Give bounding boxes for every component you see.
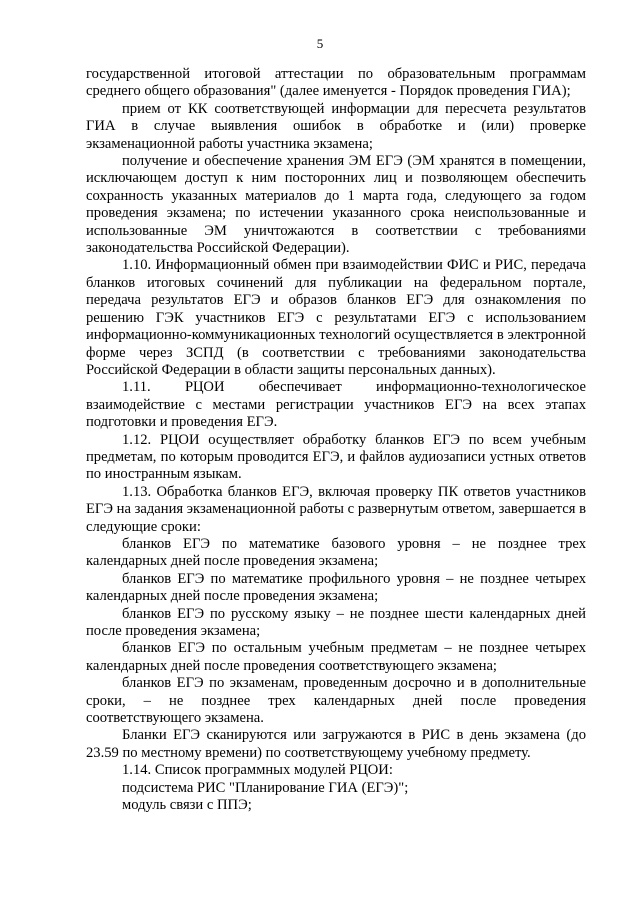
list-item-math-basic: бланков ЕГЭ по математике базового уровня – не позднее трех календарных дней после проведения экзамена; bbox=[86, 535, 586, 570]
paragraph-1-13: 1.13. Обработка бланков ЕГЭ, включая проверку ПК ответов участников ЕГЭ на задания экзаменационной работы с развернутым ответом, завершается в следующие сроки: bbox=[86, 483, 586, 535]
list-item-planning-subsystem: подсистема РИС "Планирование ГИА (ЕГЭ)"; bbox=[122, 779, 409, 796]
paragraph-gia-procedure: государственной итоговой аттестации по образовательным программам среднего общего образования" (далее именуется - Порядок проведения ГИА); bbox=[86, 66, 586, 100]
paragraph-kk-recalculation: прием от КК соответствующей информации для пересчета результатов ГИА в случае выявления ошибок в обработке и (или) проверке экзаменационной работы участника экзамена; bbox=[86, 100, 586, 152]
paragraph-1-12: 1.12. РЦОИ осуществляет обработку бланков ЕГЭ по всем учебным предметам, по которым проводится ЕГЭ, и файлов аудиозаписи устных ответов по иностранным языкам. bbox=[86, 431, 586, 483]
paragraph-1-10: 1.10. Информационный обмен при взаимодействии ФИС и РИС, передача бланков итоговых сочинений для публикации на федеральном портале, передача результатов ЕГЭ и образов бланков ЕГЭ для ознакомления по решению ГЭК участников ЕГЭ с результатами ЕГЭ с использованием информационно-коммуникационных технологий осуществляется в электронной форме через ЗСПД (в соответствии с требованиями законодательства Российской Федерации в области защиты персональных данных). bbox=[86, 257, 586, 378]
document-body bbox=[86, 66, 586, 814]
paragraph-scanning: Бланки ЕГЭ сканируются или загружаются в РИС в день экзамена (до 23.59 по местному времени) по соответствующему учебному предмету. bbox=[86, 727, 586, 761]
list-item-russian: бланков ЕГЭ по русскому языку – не позднее шести календарных дней после проведения экзамена; bbox=[86, 605, 586, 639]
list-item-early-additional: бланков ЕГЭ по экзаменам, проведенным досрочно и в дополнительные сроки, – не позднее трех календарных дней после проведения соответствующего экзамена. bbox=[86, 675, 586, 727]
list-item-math-profile: бланков ЕГЭ по математике профильного уровня – не позднее четырех календарных дней после проведения экзамена; bbox=[86, 570, 586, 605]
paragraph-1-14: 1.14. Список программных модулей РЦОИ: bbox=[122, 762, 393, 779]
list-item-other-subjects: бланков ЕГЭ по остальным учебным предметам – не позднее четырех календарных дней после проведения соответствующего экзамена; bbox=[86, 640, 586, 674]
paragraph-em-storage: получение и обеспечение хранения ЭМ ЕГЭ (ЭМ хранятся в помещении, исключающем доступ к ним посторонних лиц и позволяющем обеспечить сохранность указанных материалов до 1 марта года, следующего за годом проведения экзамена; по истечении указанного срока неиспользованные и использованные ЭМ уничтожаются в соответствии с требованиями законодательства Российской Федерации). bbox=[86, 153, 586, 257]
list-item-ppe-module: модуль связи с ППЭ; bbox=[122, 797, 252, 814]
page-number: 5 bbox=[316, 36, 324, 51]
paragraph-1-11: 1.11. РЦОИ обеспечивает информационно-технологическое взаимодействие с местами регистрации участников ЕГЭ на всех этапах подготовки и проведения ЕГЭ. bbox=[86, 379, 586, 431]
